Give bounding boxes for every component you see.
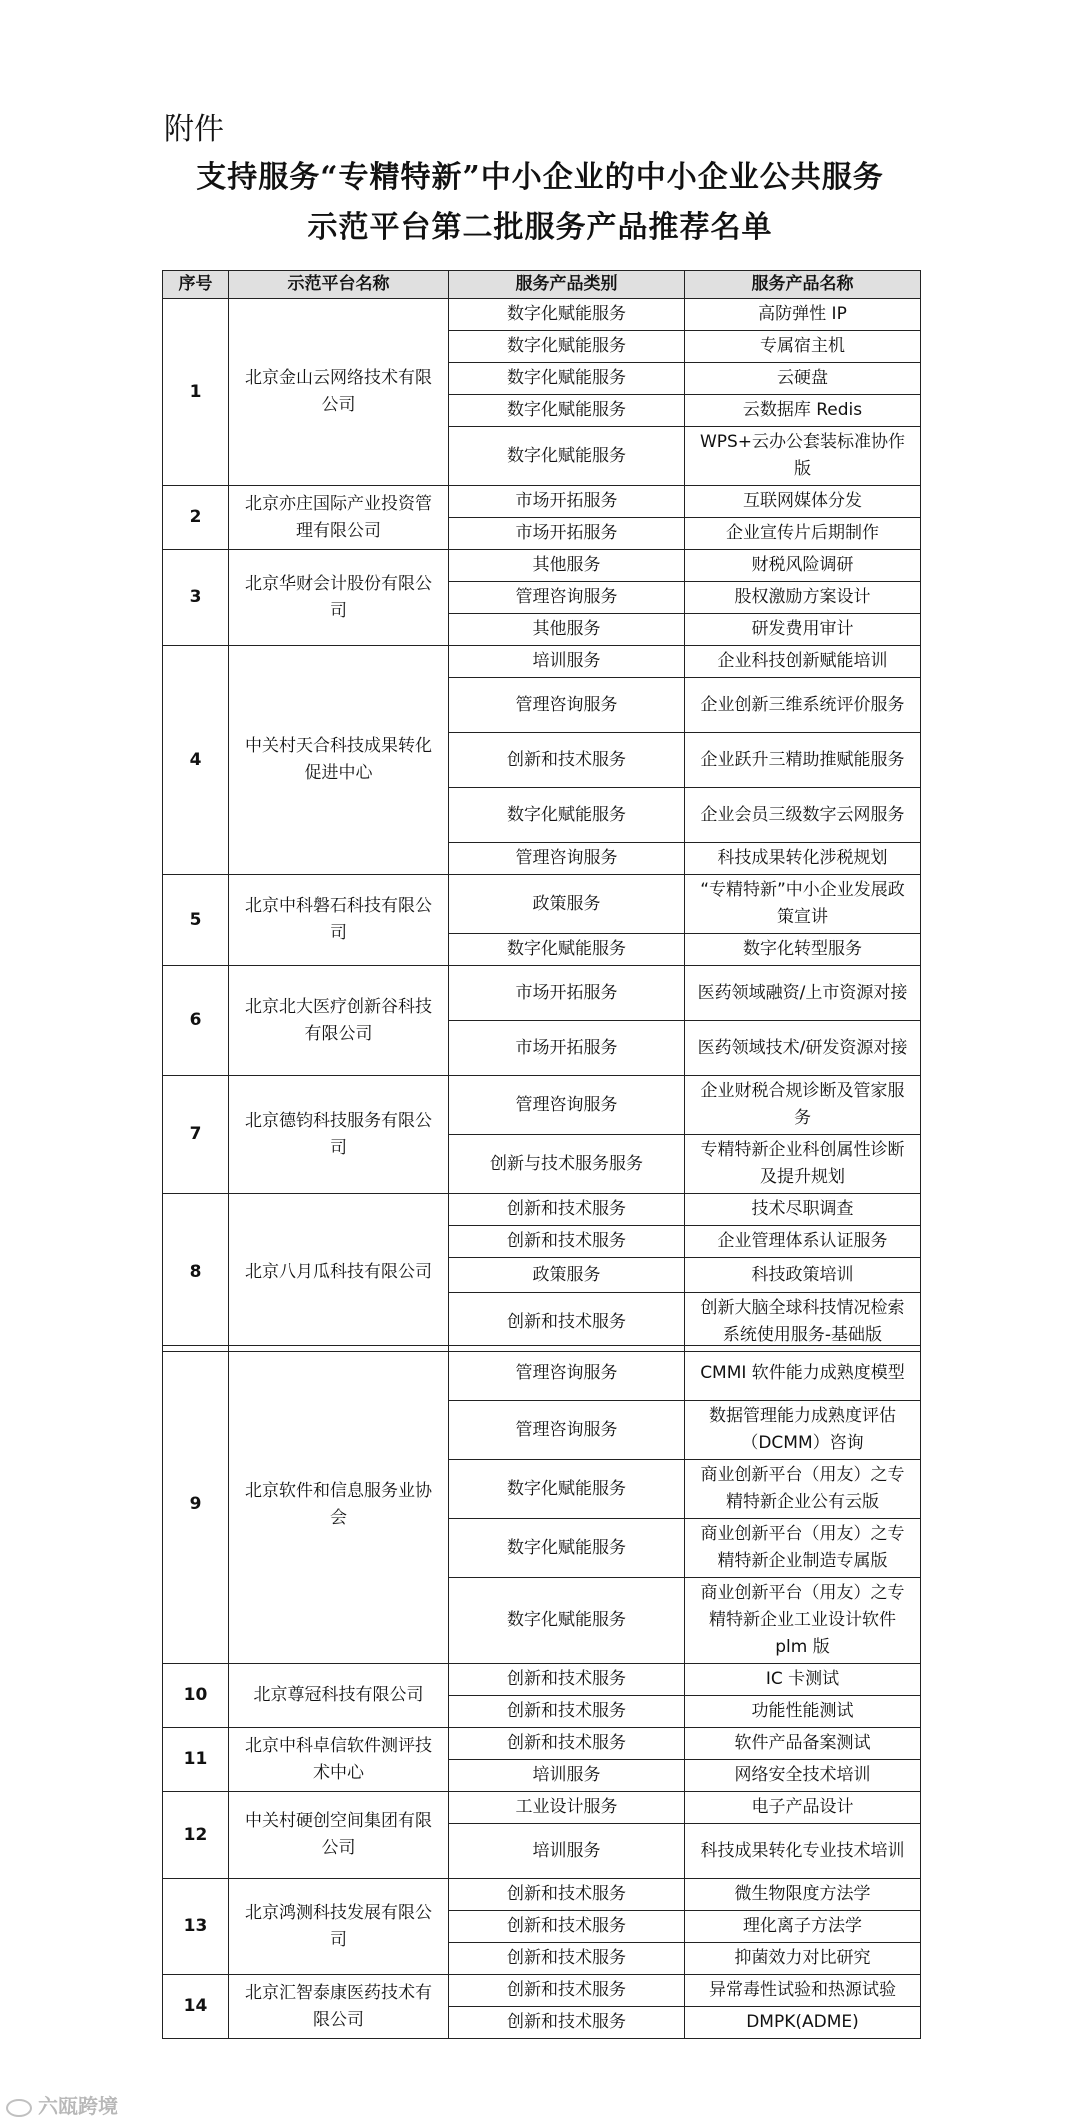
header-seq: 序号 [163, 271, 229, 299]
table-row [163, 550, 921, 582]
cell-seq: 12 [163, 1792, 229, 1879]
cell-product-category: 创新和技术服务 [449, 2007, 685, 2039]
cell-platform-name: 北京北大医疗创新谷科技有限公司 [229, 966, 449, 1076]
cell-product-name: 商业创新平台（用友）之专精特新企业公有云版 [685, 1460, 921, 1519]
cell-product-category: 管理咨询服务 [449, 582, 685, 614]
cell-seq: 5 [163, 875, 229, 966]
table-row [163, 1664, 921, 1696]
cell-product-name: 抑菌效力对比研究 [685, 1943, 921, 1975]
cell-product-name: 理化离子方法学 [685, 1911, 921, 1943]
cell-platform-name: 北京八月瓜科技有限公司 [229, 1194, 449, 1352]
cell-product-category: 管理咨询服务 [449, 843, 685, 875]
cell-seq: 4 [163, 646, 229, 875]
cell-platform-name: 北京德钧科技服务有限公司 [229, 1076, 449, 1194]
cell-product-category: 市场开拓服务 [449, 966, 685, 1021]
cell-product-category: 创新和技术服务 [449, 1664, 685, 1696]
header-platform: 示范平台名称 [229, 271, 449, 299]
cell-product-category: 数字化赋能服务 [449, 299, 685, 331]
cell-product-name: 企业跃升三精助推赋能服务 [685, 733, 921, 788]
cell-product-name: CMMI 软件能力成熟度模型 [685, 1346, 921, 1401]
cell-platform-name: 中关村天合科技成果转化促进中心 [229, 646, 449, 875]
recommendation-table-part1 [162, 270, 921, 1352]
cell-product-category: 其他服务 [449, 614, 685, 646]
cell-seq: 2 [163, 486, 229, 550]
cell-seq: 11 [163, 1728, 229, 1792]
cell-product-category: 数字化赋能服务 [449, 1519, 685, 1578]
cell-seq: 10 [163, 1664, 229, 1728]
cell-product-name: 财税风险调研 [685, 550, 921, 582]
recommendation-table-part2 [162, 1345, 921, 2039]
cell-product-name: 科技成果转化专业技术培训 [685, 1824, 921, 1879]
cell-seq: 14 [163, 1975, 229, 2039]
cell-product-name: 高防弹性 IP [685, 299, 921, 331]
cell-product-category: 创新和技术服务 [449, 1696, 685, 1728]
table-row [163, 1879, 921, 1911]
cell-product-name: 企业创新三维系统评价服务 [685, 678, 921, 733]
cell-seq: 8 [163, 1194, 229, 1352]
cell-product-name: 数据管理能力成熟度评估（DCMM）咨询 [685, 1401, 921, 1460]
table-row [163, 646, 921, 678]
document-title-line1: 支持服务“专精特新”中小企业的中小企业公共服务 [196, 160, 884, 195]
table-row [163, 1076, 921, 1135]
cell-seq: 6 [163, 966, 229, 1076]
cell-platform-name: 北京尊冠科技有限公司 [229, 1664, 449, 1728]
cell-product-name: 股权激励方案设计 [685, 582, 921, 614]
cell-platform-name: 中关村硬创空间集团有限公司 [229, 1792, 449, 1879]
cell-product-name: 网络安全技术培训 [685, 1760, 921, 1792]
cell-product-category: 培训服务 [449, 1824, 685, 1879]
cell-seq: 13 [163, 1879, 229, 1975]
cell-product-category: 创新和技术服务 [449, 1911, 685, 1943]
table-row [163, 299, 921, 331]
cell-product-name: 技术尽职调查 [685, 1194, 921, 1226]
cell-product-category: 管理咨询服务 [449, 1401, 685, 1460]
cell-product-category: 创新和技术服务 [449, 733, 685, 788]
cell-product-category: 政策服务 [449, 1258, 685, 1293]
cell-product-category: 创新和技术服务 [449, 1943, 685, 1975]
cell-platform-name: 北京中科磐石科技有限公司 [229, 875, 449, 966]
table-row [163, 486, 921, 518]
cell-product-category: 市场开拓服务 [449, 1021, 685, 1076]
cell-product-name: 商业创新平台（用友）之专精特新企业制造专属版 [685, 1519, 921, 1578]
cell-product-name: 企业会员三级数字云网服务 [685, 788, 921, 843]
table-row [163, 1194, 921, 1226]
table-row [163, 1346, 921, 1401]
cell-product-category: 创新和技术服务 [449, 1226, 685, 1258]
cell-seq: 9 [163, 1346, 229, 1664]
cell-platform-name: 北京华财会计股份有限公司 [229, 550, 449, 646]
cell-product-name: 专精特新企业科创属性诊断及提升规划 [685, 1135, 921, 1194]
cell-product-category: 数字化赋能服务 [449, 788, 685, 843]
cell-platform-name: 北京汇智泰康医药技术有限公司 [229, 1975, 449, 2039]
header-category: 服务产品类别 [449, 271, 685, 299]
cell-product-category: 市场开拓服务 [449, 486, 685, 518]
attachment-label: 附件 [164, 112, 224, 147]
cell-platform-name: 北京中科卓信软件测评技术中心 [229, 1728, 449, 1792]
cell-product-name: 医药领域融资/上市资源对接 [685, 966, 921, 1021]
table-row [163, 966, 921, 1021]
header-product: 服务产品名称 [685, 271, 921, 299]
cell-product-name: DMPK(ADME) [685, 2007, 921, 2039]
cell-seq: 1 [163, 299, 229, 486]
cell-product-name: 云硬盘 [685, 363, 921, 395]
cell-product-category: 政策服务 [449, 875, 685, 934]
cell-product-name: 电子产品设计 [685, 1792, 921, 1824]
cell-product-name: “专精特新”中小企业发展政策宣讲 [685, 875, 921, 934]
cell-product-name: 功能性能测试 [685, 1696, 921, 1728]
cell-product-name: 专属宿主机 [685, 331, 921, 363]
cell-product-category: 数字化赋能服务 [449, 395, 685, 427]
cell-product-category: 创新与技术服务服务 [449, 1135, 685, 1194]
cell-product-category: 创新和技术服务 [449, 1879, 685, 1911]
cell-platform-name: 北京亦庄国际产业投资管理有限公司 [229, 486, 449, 550]
cell-product-category: 创新和技术服务 [449, 1194, 685, 1226]
cell-product-name: IC 卡测试 [685, 1664, 921, 1696]
cell-product-name: 医药领域技术/研发资源对接 [685, 1021, 921, 1076]
cell-platform-name: 北京鸿测科技发展有限公司 [229, 1879, 449, 1975]
cell-product-category: 培训服务 [449, 1760, 685, 1792]
cell-product-name: 数字化转型服务 [685, 934, 921, 966]
cell-product-category: 数字化赋能服务 [449, 331, 685, 363]
table-body [163, 1346, 921, 2039]
cell-platform-name: 北京金山云网络技术有限公司 [229, 299, 449, 486]
cell-product-name: 云数据库 Redis [685, 395, 921, 427]
cell-platform-name: 北京软件和信息服务业协会 [229, 1346, 449, 1664]
cell-product-name: 微生物限度方法学 [685, 1879, 921, 1911]
table-header-row [163, 271, 921, 299]
cell-seq: 3 [163, 550, 229, 646]
cell-product-name: 软件产品备案测试 [685, 1728, 921, 1760]
cell-product-name: 创新大脑全球科技情况检索系统使用服务-基础版 [685, 1293, 921, 1352]
cell-seq: 7 [163, 1076, 229, 1194]
cell-product-category: 数字化赋能服务 [449, 1578, 685, 1664]
document-title-line2: 示范平台第二批服务产品推荐名单 [307, 210, 773, 245]
cell-product-name: 商业创新平台（用友）之专精特新企业工业设计软件 plm 版 [685, 1578, 921, 1664]
table-row [163, 1975, 921, 2007]
cell-product-name: 异常毒性试验和热源试验 [685, 1975, 921, 2007]
cell-product-name: 企业科技创新赋能培训 [685, 646, 921, 678]
cell-product-category: 市场开拓服务 [449, 518, 685, 550]
cell-product-name: WPS+云办公套装标准协作版 [685, 427, 921, 486]
cell-product-category: 管理咨询服务 [449, 1076, 685, 1135]
cell-product-category: 数字化赋能服务 [449, 934, 685, 966]
table-row [163, 1792, 921, 1824]
cell-product-category: 管理咨询服务 [449, 1346, 685, 1401]
cell-product-category: 创新和技术服务 [449, 1975, 685, 2007]
cell-product-category: 工业设计服务 [449, 1792, 685, 1824]
cell-product-name: 企业宣传片后期制作 [685, 518, 921, 550]
cell-product-category: 创新和技术服务 [449, 1728, 685, 1760]
table-body [163, 299, 921, 1352]
watermark-text: 六瓯跨境 [38, 2094, 118, 2118]
table-row [163, 1728, 921, 1760]
cell-product-name: 互联网媒体分发 [685, 486, 921, 518]
cell-product-category: 数字化赋能服务 [449, 427, 685, 486]
cell-product-category: 数字化赋能服务 [449, 1460, 685, 1519]
watermark [6, 2090, 118, 2119]
cell-product-name: 科技政策培训 [685, 1258, 921, 1293]
cell-product-name: 科技成果转化涉税规划 [685, 843, 921, 875]
cell-product-category: 培训服务 [449, 646, 685, 678]
cell-product-category: 数字化赋能服务 [449, 363, 685, 395]
cell-product-name: 企业管理体系认证服务 [685, 1226, 921, 1258]
table-row [163, 875, 921, 934]
cell-product-name: 企业财税合规诊断及管家服务 [685, 1076, 921, 1135]
cell-product-category: 管理咨询服务 [449, 678, 685, 733]
cell-product-name: 研发费用审计 [685, 614, 921, 646]
cell-product-category: 创新和技术服务 [449, 1293, 685, 1352]
cell-product-category: 其他服务 [449, 550, 685, 582]
watermark-logo-icon [6, 2099, 32, 2117]
